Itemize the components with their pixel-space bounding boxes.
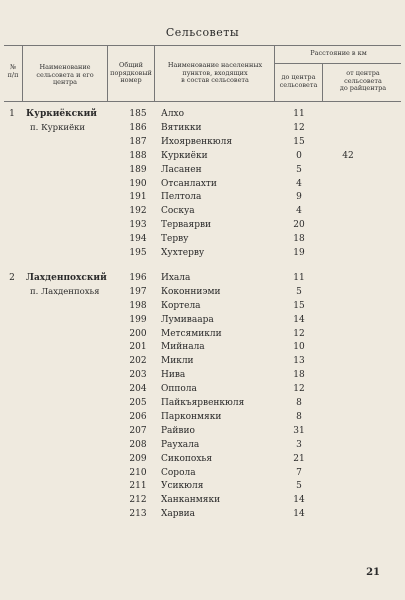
col-divider bbox=[154, 45, 155, 101]
distance-to-center: 18 bbox=[293, 370, 305, 381]
serial-number: 213 bbox=[129, 509, 147, 520]
serial-number: 185 bbox=[129, 109, 147, 119]
serial-number: 204 bbox=[129, 384, 147, 395]
table-row bbox=[0, 163, 405, 178]
table-row bbox=[0, 438, 405, 453]
distance-to-center: 18 bbox=[293, 234, 305, 245]
settlement-name: Нива bbox=[161, 370, 186, 381]
settlement-name: Соскуа bbox=[161, 206, 195, 217]
distance-to-center: 9 bbox=[296, 192, 302, 203]
serial-number: 208 bbox=[129, 439, 147, 450]
table-row bbox=[0, 177, 405, 192]
row-number: 2 bbox=[9, 272, 15, 283]
serial-number: 188 bbox=[129, 150, 147, 161]
table-row bbox=[0, 424, 405, 439]
distance-to-center: 8 bbox=[296, 398, 302, 408]
col-divider bbox=[322, 63, 323, 101]
serial-number: 197 bbox=[129, 286, 147, 297]
serial-number: 191 bbox=[129, 192, 147, 203]
settlement-name: Ласанен bbox=[161, 164, 202, 175]
settlement-name: Пайкъярвенкюля bbox=[161, 398, 245, 408]
table-row bbox=[0, 507, 405, 522]
distance-to-center: 19 bbox=[293, 248, 305, 258]
distance-to-center: 5 bbox=[296, 286, 302, 297]
settlement-name: Ихоярвенкюля bbox=[161, 136, 233, 147]
sovet-name: Куркиёкский bbox=[26, 109, 97, 119]
settlement-name: Оппола bbox=[161, 384, 197, 395]
serial-number: 206 bbox=[129, 411, 147, 422]
settlement-name: Райвио bbox=[161, 425, 195, 436]
table-row bbox=[0, 218, 405, 233]
settlement-name: Усикюля bbox=[161, 481, 204, 492]
serial-number: 192 bbox=[129, 206, 147, 217]
table-row bbox=[0, 410, 405, 425]
table-row bbox=[0, 271, 405, 286]
serial-number: 196 bbox=[129, 272, 147, 283]
page-number: 21 bbox=[366, 567, 380, 578]
distance-to-center: 14 bbox=[293, 314, 305, 325]
settlement-name: Терву bbox=[161, 234, 189, 245]
serial-number: 201 bbox=[129, 342, 147, 353]
header-seq: Общий порядковый номер bbox=[110, 61, 152, 84]
distance-to-center: 15 bbox=[293, 300, 305, 311]
distance-to-center: 20 bbox=[293, 220, 305, 231]
table-row bbox=[0, 299, 405, 314]
distance-to-center: 14 bbox=[293, 495, 305, 506]
settlement-name: Пелтола bbox=[161, 192, 202, 203]
table-row bbox=[0, 479, 405, 494]
header-place: Наименование населенных пунктов, входящих в состав сельсовета bbox=[167, 61, 263, 84]
distance-to-center: 7 bbox=[296, 467, 302, 478]
settlement-name: Мийнала bbox=[161, 342, 205, 353]
settlement-name: Коконниэми bbox=[161, 286, 221, 297]
settlement-name: Метсямикли bbox=[161, 328, 222, 339]
distance-to-center: 5 bbox=[296, 164, 302, 175]
header-num: № п/п bbox=[7, 63, 19, 79]
serial-number: 186 bbox=[129, 122, 147, 133]
distance-to-center: 14 bbox=[293, 509, 305, 520]
sovet-name: п. Куркиёки bbox=[30, 122, 86, 133]
settlement-name: Ханканмяки bbox=[161, 495, 221, 506]
serial-number: 190 bbox=[129, 178, 147, 189]
table-row bbox=[0, 396, 405, 411]
settlement-name: Хухтерву bbox=[161, 248, 205, 258]
settlement-name: Терваярви bbox=[161, 220, 212, 231]
distance-to-center: 4 bbox=[296, 206, 302, 217]
distance-to-center: 12 bbox=[293, 122, 305, 133]
serial-number: 203 bbox=[129, 370, 147, 381]
table-row bbox=[0, 107, 405, 122]
header-bottom-rule bbox=[4, 101, 401, 102]
table-row bbox=[0, 232, 405, 247]
settlement-name: Сикопохья bbox=[161, 453, 212, 464]
table-row bbox=[0, 327, 405, 342]
distance-to-center: 12 bbox=[293, 328, 305, 339]
table-row bbox=[0, 190, 405, 205]
distance-to-center: 0 bbox=[296, 150, 302, 161]
distance-to-center: 3 bbox=[296, 439, 302, 450]
settlement-name: Отсанлахти bbox=[161, 178, 217, 189]
distance-to-center: 10 bbox=[293, 342, 305, 353]
distance-to-center: 15 bbox=[293, 136, 305, 147]
distance-to-center: 12 bbox=[293, 384, 305, 395]
serial-number: 193 bbox=[129, 220, 147, 231]
table-row bbox=[0, 382, 405, 397]
page-title: Сельсоветы bbox=[165, 26, 240, 39]
row-number: 1 bbox=[9, 109, 15, 119]
table-row bbox=[0, 452, 405, 467]
distance-to-center: 13 bbox=[293, 356, 305, 367]
serial-number: 194 bbox=[129, 234, 147, 245]
distance-to-rayon: 42 bbox=[342, 150, 354, 161]
table-row bbox=[0, 285, 405, 300]
settlement-name: Ихала bbox=[161, 272, 191, 283]
col-divider bbox=[274, 45, 275, 101]
distance-to-center: 11 bbox=[293, 109, 305, 119]
distance-to-center: 11 bbox=[293, 272, 305, 283]
col-divider bbox=[22, 45, 23, 101]
distance-to-center: 8 bbox=[296, 411, 302, 422]
serial-number: 212 bbox=[129, 495, 147, 506]
header-name: Наименование сельсовета и его центра bbox=[36, 63, 94, 86]
table-row bbox=[0, 340, 405, 355]
sovet-name: Лахденпохский bbox=[26, 272, 107, 283]
sovet-name: п. Лахденпохья bbox=[30, 286, 100, 297]
table-row bbox=[0, 313, 405, 328]
settlement-name: Куркиёки bbox=[161, 150, 208, 161]
distance-to-center: 5 bbox=[296, 481, 302, 492]
table-row bbox=[0, 149, 405, 164]
table-row bbox=[0, 121, 405, 136]
settlement-name: Сорола bbox=[161, 467, 196, 478]
serial-number: 211 bbox=[129, 481, 147, 492]
serial-number: 195 bbox=[129, 248, 147, 258]
settlement-name: Харвиа bbox=[161, 509, 195, 520]
distance-to-center: 4 bbox=[296, 178, 302, 189]
serial-number: 210 bbox=[129, 467, 147, 478]
settlement-name: Кортела bbox=[161, 300, 201, 311]
settlement-name: Раухала bbox=[161, 439, 200, 450]
header-distance: Расстояние в км bbox=[310, 49, 367, 57]
serial-number: 207 bbox=[129, 425, 147, 436]
serial-number: 200 bbox=[129, 328, 147, 339]
serial-number: 189 bbox=[129, 164, 147, 175]
header-top-rule bbox=[4, 45, 401, 46]
settlement-name: Парконмяки bbox=[161, 411, 222, 422]
header-dist-rayon: от центра сельсовета до райцентра bbox=[339, 69, 387, 92]
settlement-name: Микли bbox=[161, 356, 194, 367]
serial-number: 187 bbox=[129, 136, 147, 147]
table-row bbox=[0, 204, 405, 219]
table-row bbox=[0, 466, 405, 481]
serial-number: 205 bbox=[129, 398, 147, 408]
settlement-name: Лумиваара bbox=[161, 314, 214, 325]
table-row bbox=[0, 135, 405, 150]
table-row bbox=[0, 246, 405, 261]
table-row bbox=[0, 368, 405, 383]
settlement-name: Вятикки bbox=[161, 122, 202, 133]
serial-number: 202 bbox=[129, 356, 147, 367]
distance-to-center: 31 bbox=[293, 425, 305, 436]
distance-sub-rule bbox=[274, 63, 401, 64]
serial-number: 209 bbox=[129, 453, 147, 464]
header-dist-center: до центра сельсовета bbox=[279, 73, 318, 89]
table-row bbox=[0, 354, 405, 369]
distance-to-center: 21 bbox=[293, 453, 305, 464]
serial-number: 198 bbox=[129, 300, 147, 311]
settlement-name: Алхо bbox=[161, 109, 185, 119]
table-row bbox=[0, 493, 405, 508]
serial-number: 199 bbox=[129, 314, 147, 325]
